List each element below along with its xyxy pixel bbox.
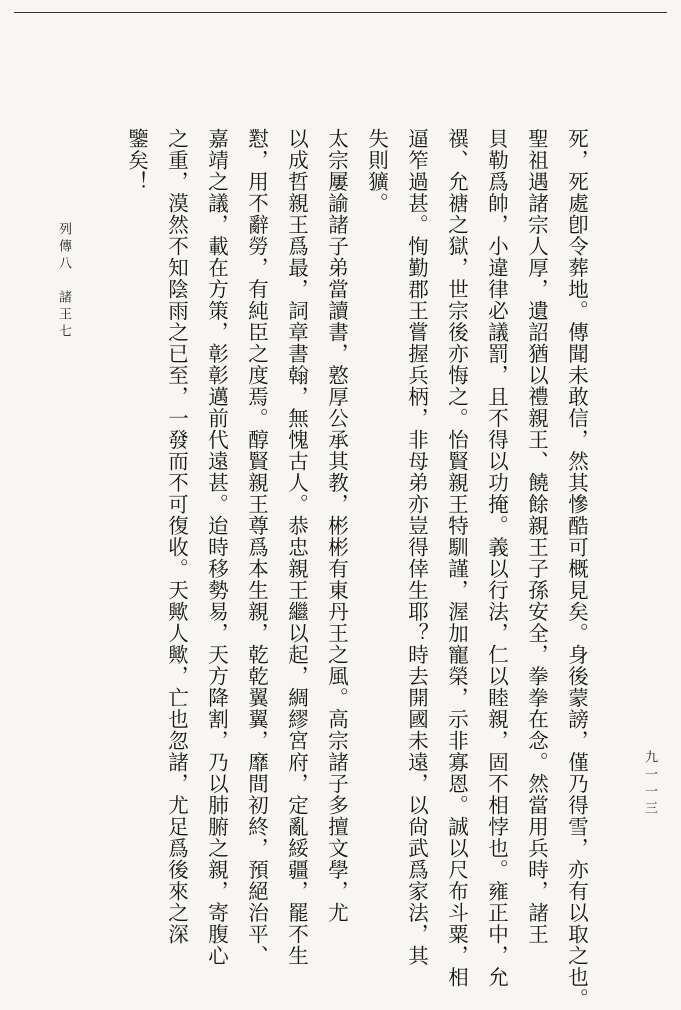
running-header: 列傳八 諸王七 xyxy=(56,222,71,341)
page-number: 九一一三 xyxy=(642,750,657,818)
text-column: 逼笮過甚。恂勤郡王嘗握兵柄，非母弟亦豈得倖生耶？時去開國未遠，以尙武爲家法，其 xyxy=(404,128,429,967)
text-column: 失則獷。 xyxy=(364,128,389,214)
text-column: 嘉靖之議，載在方策，彰彰邁前代遠甚。迨時移勢易，天方降割，乃以肺腑之親，寄腹心 xyxy=(204,128,229,967)
text-column: 鑒矣！ xyxy=(124,128,149,193)
text-column: 以成哲親王爲最，詞章書翰，無愧古人。恭忠親王繼以起，綢繆宮府，定亂綏疆，罷不生 xyxy=(284,128,309,967)
text-column: 禩、允禟之獄，世宗後亦悔之。怡賢親王特馴謹，渥加寵榮，示非寡恩。誠以尺布斗粟，相 xyxy=(444,128,469,988)
text-column: 太宗屢諭諸子弟當讀書，憝厚公承其教，彬彬有東丹王之風。高宗諸子多擅文學，尤 xyxy=(324,128,349,924)
text-column: 聖祖遇諸宗人厚，遺詔猶以禮親王、饒餘親王子孫安全，拳拳在念。然當用兵時，諸王 xyxy=(524,128,549,945)
top-rule xyxy=(14,12,667,13)
text-column: 懟，用不辭勞，有純臣之度焉。醇賢親王尊爲本生親，乾乾翼翼，靡間初終，預絕治平、 xyxy=(244,128,269,967)
text-column: 貝勒爲帥，小違律必議罰，且不得以功掩。義以行法，仁以睦親，固不相悖也。雍正中，允 xyxy=(484,128,509,988)
text-column: 之重，漠然不知陰雨之已至，一發而不可復收。天歟人歟，亡也忽諸，尤足爲後來之深 xyxy=(164,128,189,945)
text-column: 死，死處卽令葬地。傳聞未敢信，然其慘酷可概見矣。身後蒙謗，僅乃得雪，亦有以取之也。 xyxy=(564,128,589,1010)
